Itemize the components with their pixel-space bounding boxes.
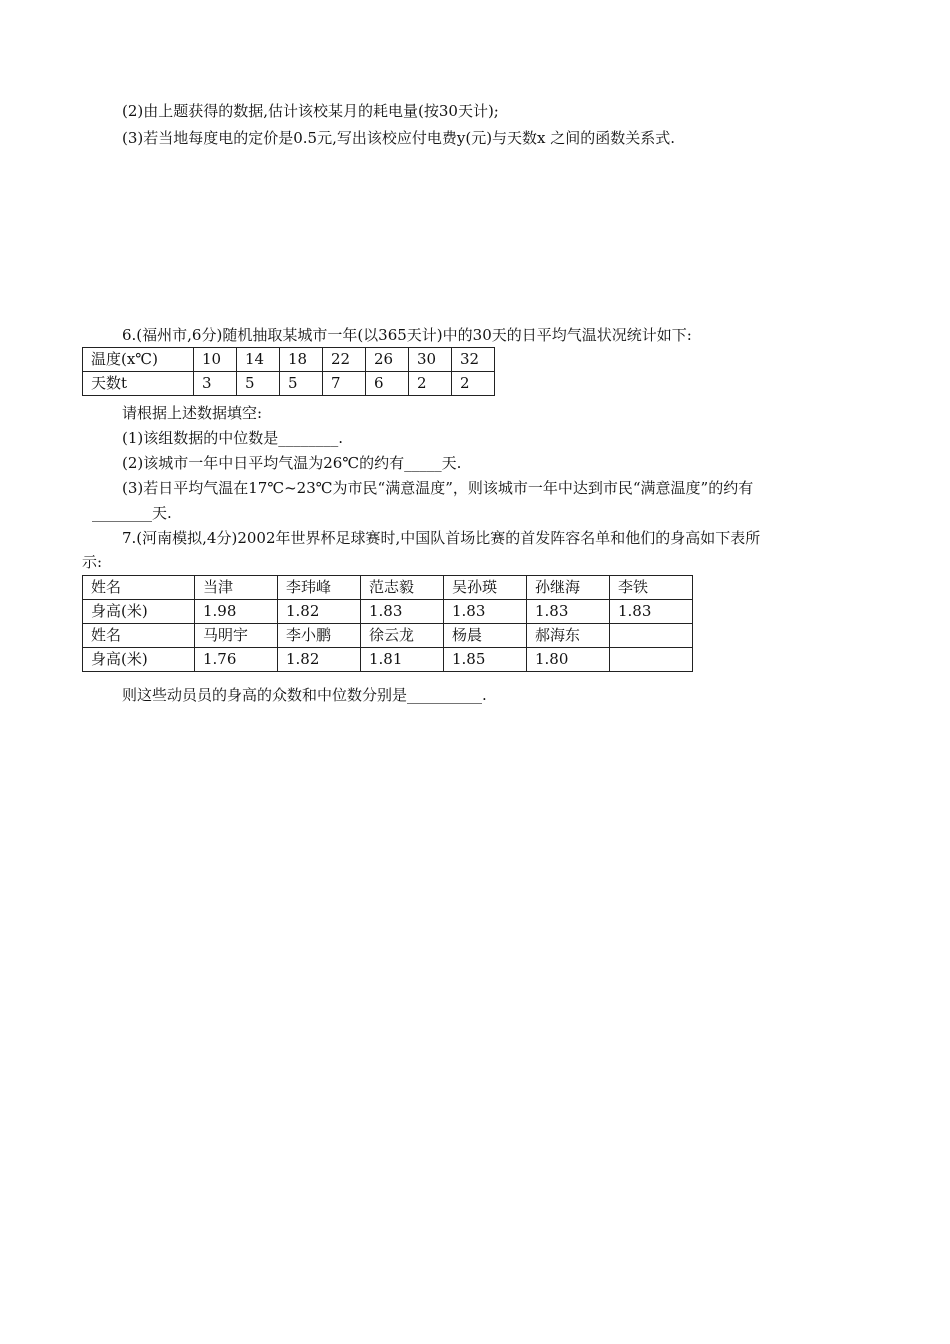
table-cell: 2 bbox=[409, 372, 452, 396]
table-cell bbox=[610, 624, 693, 648]
table-cell: 李铁 bbox=[610, 576, 693, 600]
table-cell: 身高(米) bbox=[83, 648, 195, 672]
table-cell: 18 bbox=[280, 348, 323, 372]
table-cell: 范志毅 bbox=[361, 576, 444, 600]
table-cell: 2 bbox=[452, 372, 495, 396]
table-cell: 孙继海 bbox=[527, 576, 610, 600]
table-cell: 30 bbox=[409, 348, 452, 372]
table-cell bbox=[610, 648, 693, 672]
table-cell: 郝海东 bbox=[527, 624, 610, 648]
prev-question-2: (2)由上题获得的数据,估计该校某月的耗电量(按30天计); bbox=[122, 102, 499, 120]
problem6-table bbox=[82, 347, 495, 396]
table-cell: 32 bbox=[452, 348, 495, 372]
problem7-title-cont: 示: bbox=[82, 553, 103, 571]
table-cell: 5 bbox=[237, 372, 280, 396]
table-cell: 6 bbox=[366, 372, 409, 396]
table-row bbox=[83, 624, 693, 648]
problem6-question-1: (1)该组数据的中位数是________. bbox=[122, 429, 344, 447]
problem6-question-3-cont: ________天. bbox=[92, 504, 172, 522]
table-cell: 吴孙瑛 bbox=[444, 576, 527, 600]
table-cell: 李玮峰 bbox=[278, 576, 361, 600]
table-cell: 姓名 bbox=[83, 624, 195, 648]
table-cell: 1.81 bbox=[361, 648, 444, 672]
table-cell: 7 bbox=[323, 372, 366, 396]
table-cell: 李小鹏 bbox=[278, 624, 361, 648]
table-cell: 26 bbox=[366, 348, 409, 372]
table-cell: 1.83 bbox=[527, 600, 610, 624]
table-row bbox=[83, 348, 495, 372]
table-cell: 22 bbox=[323, 348, 366, 372]
table-row bbox=[83, 372, 495, 396]
table-cell: 5 bbox=[280, 372, 323, 396]
table-cell: 杨晨 bbox=[444, 624, 527, 648]
problem6-question-2: (2)该城市一年中日平均气温为26℃的约有_____天. bbox=[122, 454, 462, 472]
table-cell: 姓名 bbox=[83, 576, 195, 600]
problem7-question: 则这些动员员的身高的众数和中位数分别是__________. bbox=[122, 686, 487, 704]
problem6-prompt: 请根据上述数据填空: bbox=[122, 404, 263, 422]
problem7-title: 7.(河南模拟,4分)2002年世界杯足球赛时,中国队首场比赛的首发阵容名单和他们的身高如下表所 bbox=[122, 529, 761, 547]
table-cell: 马明宇 bbox=[195, 624, 278, 648]
table-cell: 1.83 bbox=[444, 600, 527, 624]
table-cell: 1.76 bbox=[195, 648, 278, 672]
table-cell: 3 bbox=[194, 372, 237, 396]
table-cell: 1.80 bbox=[527, 648, 610, 672]
table-cell: 天数t bbox=[83, 372, 194, 396]
table-cell: 1.98 bbox=[195, 600, 278, 624]
table-cell: 1.82 bbox=[278, 600, 361, 624]
table-cell: 1.83 bbox=[610, 600, 693, 624]
problem7-table bbox=[82, 575, 693, 672]
table-row bbox=[83, 600, 693, 624]
problem6-title: 6.(福州市,6分)随机抽取某城市一年(以365天计)中的30天的日平均气温状况统计如下: bbox=[122, 326, 692, 344]
table-cell: 身高(米) bbox=[83, 600, 195, 624]
problem6-question-3: (3)若日平均气温在17℃~23℃为市民“满意温度”，则该城市一年中达到市民“满意温度”的约有 bbox=[122, 479, 754, 497]
table-row bbox=[83, 576, 693, 600]
table-cell: 徐云龙 bbox=[361, 624, 444, 648]
table-cell: 当津 bbox=[195, 576, 278, 600]
table-cell: 14 bbox=[237, 348, 280, 372]
prev-question-3: (3)若当地每度电的定价是0.5元,写出该校应付电费y(元)与天数x 之间的函数关系式. bbox=[122, 129, 676, 147]
table-row bbox=[83, 648, 693, 672]
table-cell: 10 bbox=[194, 348, 237, 372]
table-cell: 1.82 bbox=[278, 648, 361, 672]
table-cell: 温度(x℃) bbox=[83, 348, 194, 372]
table-cell: 1.83 bbox=[361, 600, 444, 624]
table-cell: 1.85 bbox=[444, 648, 527, 672]
